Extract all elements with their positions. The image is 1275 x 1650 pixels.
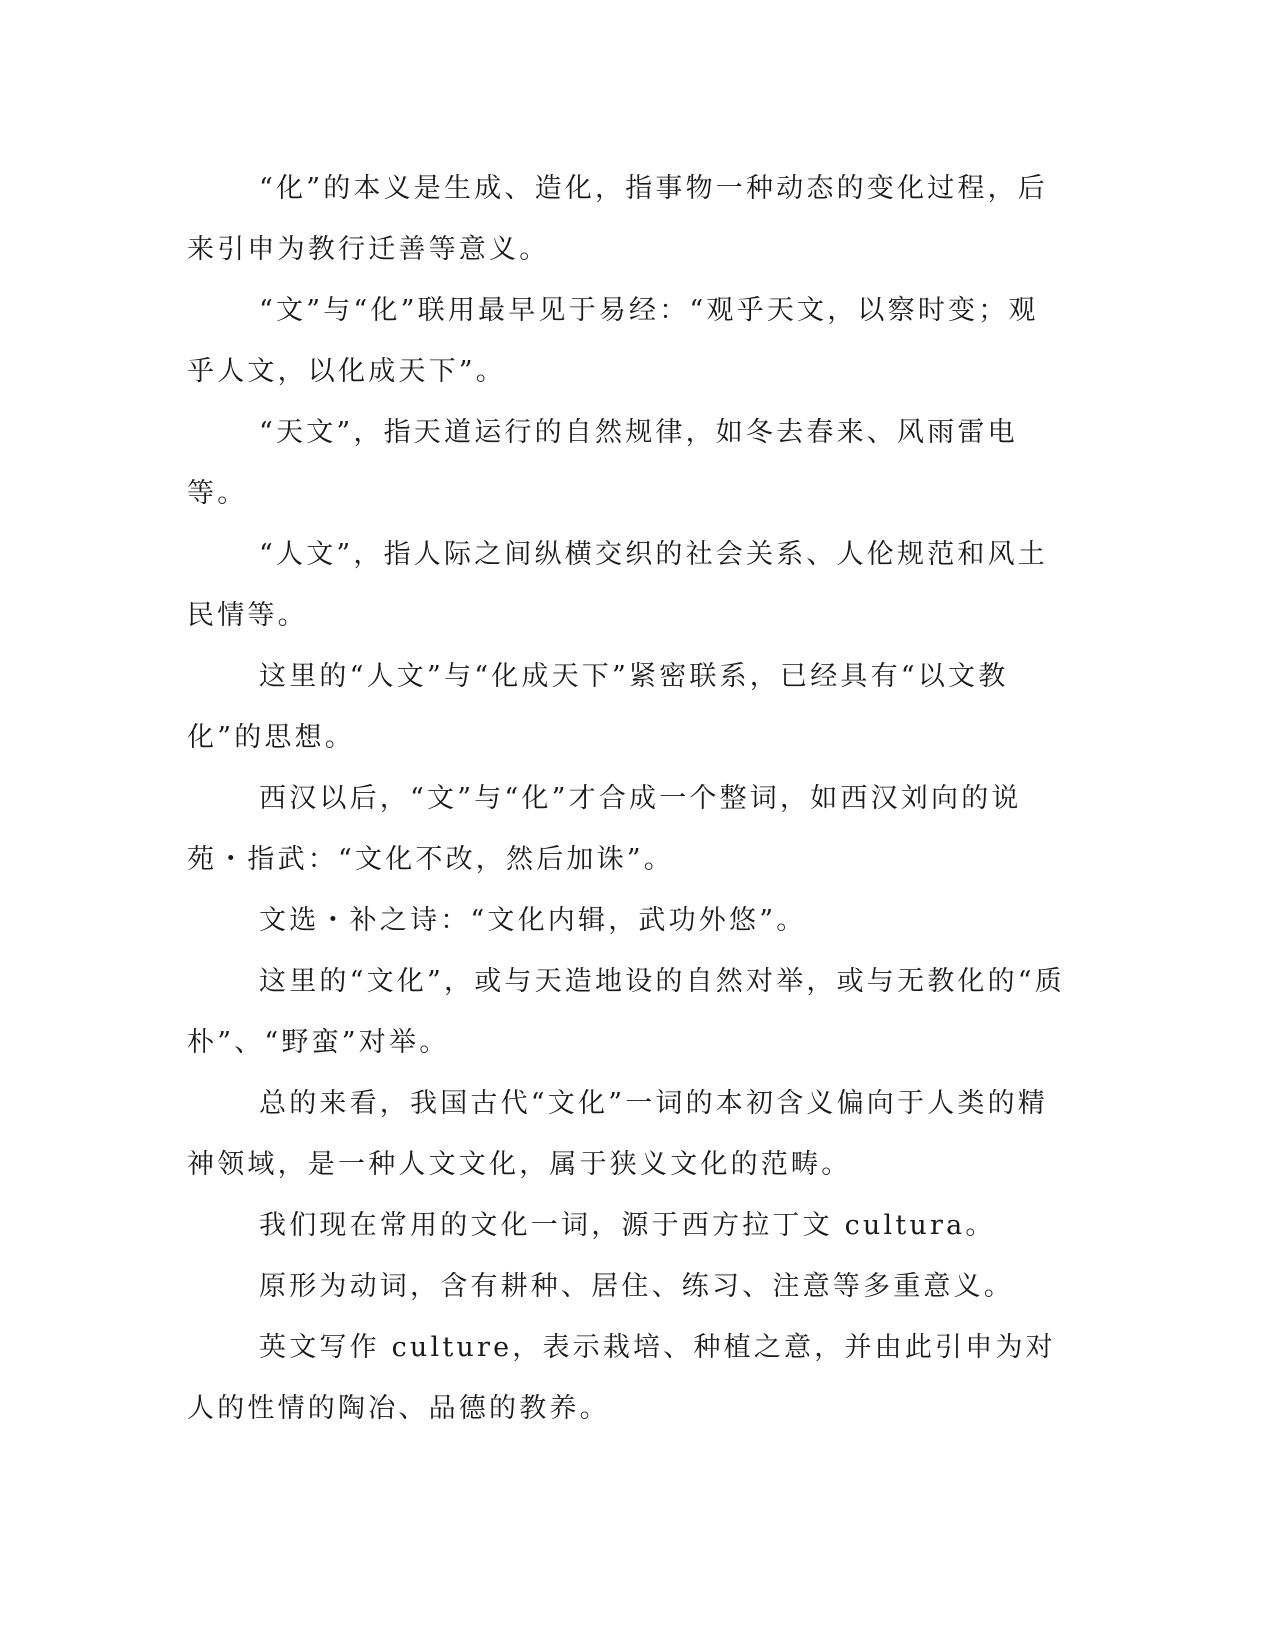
- paragraph: “人文”，指人际之间纵横交织的社会关系、人伦规范和风土民情等。: [187, 539, 1049, 631]
- paragraph: 我们现在常用的文化一词，源于西方拉丁文 cultura。: [259, 1210, 996, 1241]
- paragraph: 这里的“人文”与“化成天下”紧密联系，已经具有“以文教化”的思想。: [187, 661, 1009, 753]
- paragraph: “天文”，指天道运行的自然规律，如冬去春来、风雨雷电等。: [187, 417, 1018, 509]
- document-body: [187, 158, 1067, 1439]
- paragraph: 文选・补之诗：“文化内辑，武功外悠”。: [259, 905, 807, 936]
- paragraph: “文”与“化”联用最早见于易经：“观乎天文，以察时变；观乎人文，以化成天下”。: [187, 295, 1039, 387]
- paragraph: 这里的“文化”，或与天造地设的自然对举，或与无教化的“质朴”、“野蛮”对举。: [187, 966, 1066, 1058]
- paragraph: 总的来看，我国古代“文化”一词的本初含义偏向于人类的精神领域，是一种人文文化，属于狭义文化的范畴。: [187, 1088, 1049, 1180]
- paragraph: 西汉以后，“文”与“化”才合成一个整词，如西汉刘向的说苑・指武：“文化不改，然后加诛”。: [187, 783, 1022, 875]
- paragraph: “化”的本义是生成、造化，指事物一种动态的变化过程，后来引申为教行迁善等意义。: [187, 173, 1049, 265]
- paragraph: 英文写作 culture，表示栽培、种植之意，并由此引申为对人的性情的陶冶、品德的教养。: [187, 1332, 1056, 1424]
- paragraph: 原形为动词，含有耕种、居住、练习、注意等多重意义。: [259, 1271, 1014, 1302]
